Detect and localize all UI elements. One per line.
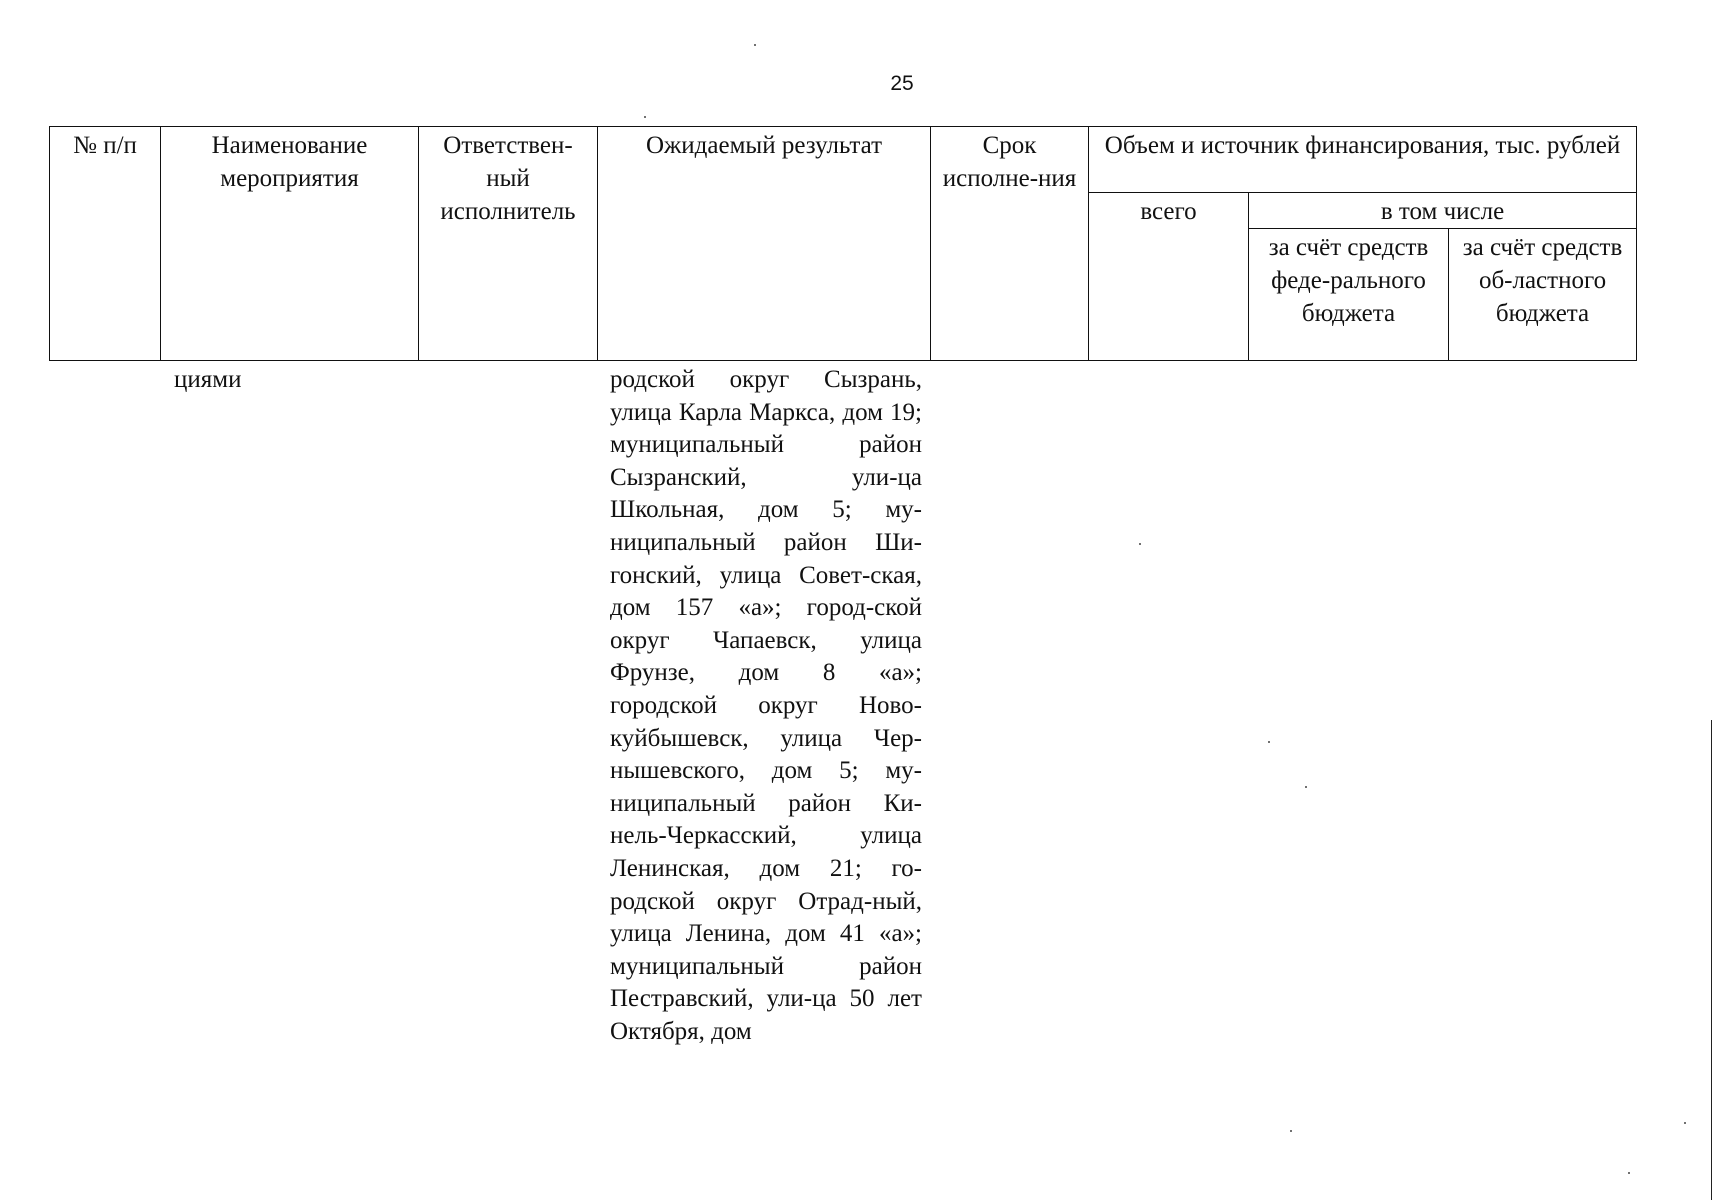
- scan-edge-line: [1711, 720, 1712, 1200]
- header-num: № п/п: [50, 127, 161, 361]
- scan-speck: [1684, 1122, 1686, 1124]
- header-result: Ожидаемый результат: [598, 127, 931, 361]
- name-continuation: циями: [174, 366, 242, 393]
- header-total: всего: [1089, 193, 1249, 361]
- scan-speck: [1139, 543, 1141, 545]
- header-term: Срок исполне-ния: [931, 127, 1089, 361]
- table-header: [49, 126, 1637, 361]
- header-funding: Объем и источник финансирования, тыс. рублей: [1089, 127, 1637, 193]
- result-continuation: родской округ Сызрань, улица Карла Маркса, дом 19; муниципальный район Сызранский, ули-ца Школьная, дом 5; му-ниципальный район Ши-гонский, улица Совет-ская, дом 157 «а»; город-ской округ Чапаевск, улица Фрунзе, дом 8 «а»; городской округ Ново-куйбышевск, улица Чер-нышевского, дом 5; му-ниципальный район Ки-нель-Черкасский, улица Ленинская, дом 21; го-родской округ Отрад-ный, улица Ленина, дом 41 «а»; муниципальный район Пестравский, ули-ца 50 лет Октября, дом: [610, 366, 922, 1045]
- scan-speck: [1305, 786, 1307, 788]
- header-name: Наименование мероприятия: [161, 127, 419, 361]
- scan-speck: [644, 116, 646, 118]
- header-federal: за счёт средств феде-рального бюджета: [1249, 229, 1449, 361]
- scan-speck: [754, 44, 756, 46]
- scan-speck: [1290, 1130, 1292, 1132]
- header-regional: за счёт средств об-ластного бюджета: [1449, 229, 1637, 361]
- header-including: в том числе: [1249, 193, 1637, 229]
- page-number: 25: [890, 72, 914, 95]
- header-responsible: Ответствен-ный исполнитель: [419, 127, 598, 361]
- scan-speck: [1628, 1172, 1630, 1174]
- scan-speck: [1268, 741, 1270, 743]
